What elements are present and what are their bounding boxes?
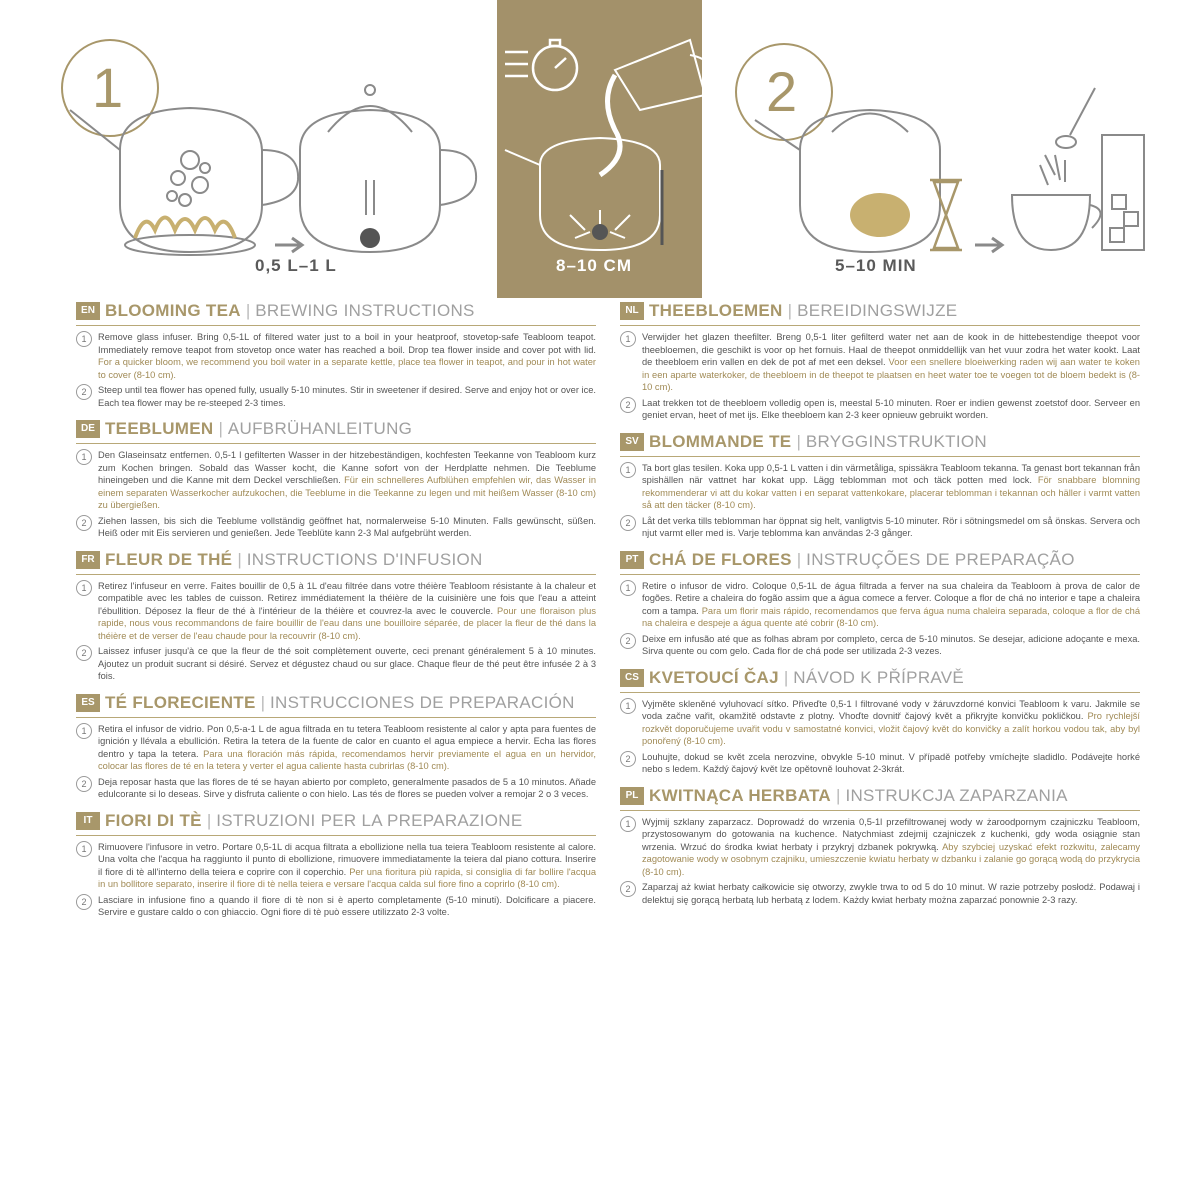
step-number: 2 [620, 751, 636, 767]
section-subtitle: INSTRUÇÕES DE PREPARAÇÃO [806, 549, 1075, 569]
teapot-with-lid-icon [300, 85, 476, 252]
step-tip: Para um florir mais rápido, recomendamos que ferva água numa chaleira separada, coloque a flor de chá na chaleira e despeje a água quente até cobrir (8-10 cm). [642, 605, 1140, 628]
instructions-right-column [620, 300, 1140, 915]
section-es [76, 692, 596, 801]
step-text: Zaparzaj aż kwiat herbaty całkowicie się otworzy, zwykle trwa to od 5 do 10 minut. W razie potrzeby posłodź. Podawaj i delektuj się gorącą herbatą lub herbatą z lodem. Każdy kwiat herbaty można zaparzać ponownie 2-3 razy. [642, 882, 1140, 905]
section-subtitle: BRYGGINSTRUKTION [805, 431, 987, 451]
section-subtitle: INSTRUCCIONES DE PREPARACIÓN [270, 692, 575, 712]
language-badge: SV [620, 433, 644, 451]
divider: | [836, 785, 841, 805]
step-tip: Per una fioritura più rapida, si consiglia di far bollire l'acqua in un bollitore separato, inserire il fiore di tè nella teiera e versare l'acqua calda sul fiore fino a coprirlo (8-10 cm). [98, 866, 597, 889]
step-tip: För snabbare blomning rekommenderar vi att du kokar vatten i en separat vattenkokare, placerar teblomman i tekannan och häller i varmt vatten så att den täcker (8-10 cm). [642, 475, 1140, 510]
step-text: Rimuovere l'infusore in vetro. Portare 0,5-1L di acqua filtrata a ebollizione nella tua teiera Teabloom resistente al calore. Una volta che l'acqua ha raggiunto il punto di ebollizione, rimuovere immediatamente la teiera dal piano cottura. Inserire il fiore di tè all'interno della teiera e coprire con il coperchio. [98, 841, 596, 877]
arrow-icon-2 [975, 238, 1002, 252]
caption-volume: 0,5 L–1 L [255, 256, 337, 275]
step-number: 2 [620, 633, 636, 649]
hourglass-icon [930, 180, 962, 250]
divider: | [218, 419, 223, 438]
teacup-icon [1012, 195, 1101, 250]
section-title: BLOOMING TEA [105, 301, 241, 320]
step-1 [76, 723, 596, 773]
section-en [76, 300, 596, 409]
language-badge: EN [76, 302, 100, 320]
step-text: Remove glass infuser. Bring 0,5-1L of filtered water just to a boil in your heatproof, stovetop-safe Teabloom teapot. Immediately remove teapot from stovetop once water has reached a boil. Drop tea flower inside and cover pot with lid. [98, 332, 596, 355]
brewing-steps-illustration [0, 0, 1200, 298]
step-number: 1 [620, 462, 636, 478]
section-title: KVETOUCÍ ČAJ [649, 667, 779, 687]
step-text: Verwijder het glazen theefilter. Breng 0,5-1 liter gefilterd water net aan de kook in de hittebestendige theepot voor theebloemen, die geschikt is voor op het fornuis. Haal de theepot onmiddellijk van het vuur zodra het water kookt. Laat de theebloem erin vallen en dek de pot af met een deksel. [642, 332, 1140, 367]
language-badge: CS [620, 669, 644, 687]
center-panel [497, 0, 702, 298]
section-subtitle: INSTRUCTIONS D'INFUSION [246, 549, 483, 569]
step-number: 2 [620, 397, 636, 413]
iced-glass-icon [1102, 135, 1144, 250]
step-1 [620, 816, 1140, 879]
step-tip: Für ein schnelleres Aufblühen empfehlen wir, das Wasser in einem separaten Wasserkocher aufzukochen, die Teeblume in die Teekanne zu legen und mit heißem Wasser (8-10 cm) zu übergießen. [98, 475, 597, 510]
step-2 [76, 515, 596, 540]
step-1 [76, 331, 596, 381]
section-subtitle: NÁVOD K PŘÍPRAVĚ [793, 667, 965, 687]
step-text: Vyjměte skleněné vyluhovací sítko. Přiveďte 0,5-1 l filtrované vody v žáruvzdorné konvici Teabloom k varu. Jakmile se voda začne vařit, okamžitě odstavte z plotny. Vhoďte dovnitř čajový květ a přikryjte konvičku pokličkou. [642, 698, 1140, 721]
arrow-icon [275, 238, 302, 252]
divider: | [787, 301, 793, 320]
section-header [76, 418, 596, 444]
step-1 [620, 698, 1140, 748]
step-number: 2 [76, 776, 92, 792]
step-1 [76, 841, 596, 891]
step-text: Wyjmij szklany zaparzacz. Doprowadź do wrzenia 0,5-1l przefiltrowanej wody w żaroodpornym czajniczku Teabloom, przystosowanym do gotowania na kuchence. Natychmiast zdejmij czajniczek z kuchenki, gdy woda osiągnie stan wrzenia. Wrzuć do środka kwiat herbaty i przykryj dzbanek pokrywką. [642, 816, 1140, 852]
section-header [620, 300, 1140, 326]
step-number: 1 [620, 331, 636, 347]
step-2 [620, 397, 1140, 422]
section-header [76, 300, 596, 326]
section-cs [620, 667, 1140, 776]
section-pl [620, 785, 1140, 907]
step-number: 1 [76, 723, 92, 739]
step-number: 2 [76, 384, 92, 400]
step1-number-large: 1 [92, 56, 124, 119]
tea-ball-icon [360, 228, 380, 248]
step-number: 1 [620, 580, 636, 596]
section-it [76, 810, 596, 919]
step-text: Den Glaseinsatz entfernen. 0,5-1 l gefilterten Wasser in der hitzebeständigen, kochfesten Teekanne von Teabloom kurz zum Kochen bringen. Sobald das Wasser kocht, die Kanne sofort von der Herdplatte nehmen. Die Teeblume hineingeben und die Kanne mit dem Deckel verschließen. [98, 450, 596, 485]
section-title: FLEUR DE THÉ [105, 549, 233, 569]
step-text: Lasciare in infusione fino a quando il fiore di tè non si è aperto completamente (5-10 minuti). Dolcificare a piacere. Servire e gustare caldo o con ghiaccio. Ogni fiore di tè può essere utilizzato 2-3 volte. [98, 894, 596, 917]
language-badge: ES [76, 694, 100, 712]
step-2 [76, 894, 596, 919]
step-text: Låt det verka tills teblomman har öppnat sig helt, vanligtvis 5-10 minuter. Rör i sötningsmedel om så önskas. Servera och njut varmt eller med is. Varje teblomma kan användas 2-3 gånger. [642, 515, 1140, 538]
section-subtitle: BEREIDINGSWIJZE [797, 301, 958, 320]
step-tip: Aby szybciej uzyskać efekt rozkwitu, zalecamy zagotowanie wody w osobnym czajniku, umieszczenie kwiatu herbaty w dzbanku i zalanie go gorącą wodą do przykrycia (8-10 cm). [642, 841, 1141, 877]
step-tip: Voor een snellere bloeiwerking raden wij aan water te koken in een aparte waterkoker, de theebloem in de theepot te plaatsen en heet water toe te voegen tot de bloem bedekt is (8-10 cm). [642, 357, 1140, 392]
step-text: Steep until tea flower has opened fully, usually 5-10 minutes. Stir in sweetener if desired. Serve and enjoy hot or over ice. Each tea flower may be re-steeped 2-3 times. [98, 385, 597, 408]
section-subtitle: ISTRUZIONI PER LA PREPARAZIONE [216, 810, 523, 830]
section-sv [620, 431, 1140, 540]
step-tip: Pour une floraison plus rapide, nous vous recommandons de faire bouillir de l'eau dans une bouilloire séparée, de placer la fleur de thé dans la théière et de verser de l'eau chaude pour la recouvrir (8-10 cm). [98, 605, 596, 641]
teapot-bloomed-icon [755, 110, 940, 252]
spoon-sugar-icon [1040, 88, 1095, 185]
section-title: KWITNĄCA HERBATA [649, 785, 832, 805]
section-subtitle: BREWING INSTRUCTIONS [255, 301, 475, 320]
divider: | [783, 667, 789, 687]
section-nl [620, 300, 1140, 422]
step-text: Ta bort glas tesilen. Koka upp 0,5-1 L vatten i din värmetåliga, spissäkra Teabloom tekanna. Ta genast bort tekannan från spishällen när vattnet har kokat upp. Lägg teblomman mot och täck potten med lock. [642, 462, 1140, 485]
step-number: 1 [620, 816, 636, 832]
section-title: FIORI DI TÈ [105, 810, 202, 830]
step-text: Retire o infusor de vidro. Coloque 0,5-1L de água filtrada a ferver na sua chaleira da Teabloom à prova de calor de fogões. Retire a chaleira do fogão assim que a água comece a ferver. Coloque a flor de chá no interior e tape a chaleira com a tampa. [642, 580, 1140, 616]
instructions-left-column [76, 300, 596, 928]
language-badge: FR [76, 551, 100, 569]
section-subtitle: INSTRUKCJA ZAPARZANIA [845, 785, 1068, 805]
step-1 [620, 580, 1140, 630]
bloomed-flower-icon [850, 193, 910, 237]
step-text: Deja reposar hasta que las flores de té se hayan abierto por completo, generalmente pasados de 5 a 10 minutos. Añade edulcorante si lo deseas. Sirve y disfruta caliente o con hielo. Las tés de flores se pueden volver a remojar 2 o 3 veces. [98, 776, 596, 799]
step-1 [76, 580, 596, 643]
section-header [76, 810, 596, 836]
divider: | [260, 692, 266, 712]
step-2 [76, 384, 596, 409]
step-number: 2 [620, 881, 636, 897]
section-header [620, 431, 1140, 457]
step-text: Laissez infuser jusqu'à ce que la fleur de thé soit complètement ouverte, ceci prenant généralement 5 à 10 minutes. Ajoutez un produit sucrant si désiré. Servez et dégustez chaud ou sur glace. Chaque fleur de thé peut être infusée 2 à 3 fois. [98, 646, 596, 681]
teapot-on-burner-icon [70, 108, 298, 255]
section-header [620, 785, 1140, 811]
step-text: Laat trekken tot de theebloem volledig open is, meestal 5-10 minuten. Roer er indien gewenst zoetstof door. Serveer en geniet ervan, heet of met ijs. Elke theebloem kan 2-3 keer opnieuw gebruikt worden. [642, 397, 1140, 420]
section-title: CHÁ DE FLORES [649, 549, 792, 569]
caption-height: 8–10 CM [556, 256, 632, 275]
step-number: 1 [76, 449, 92, 465]
section-subtitle: AUFBRÜHANLEITUNG [227, 419, 413, 438]
step-number: 2 [620, 515, 636, 531]
step-number: 2 [76, 645, 92, 661]
language-badge: PT [620, 551, 644, 569]
section-header [620, 667, 1140, 693]
step-number: 1 [76, 841, 92, 857]
step-number: 2 [76, 515, 92, 531]
step-2 [620, 751, 1140, 776]
section-title: TÉ FLORECIENTE [105, 692, 256, 712]
step-tip: Pro rychlejší rozkvět doporučujeme uvařit vodu v samostatné konvici, vložit čajový květ do konvičky a zalít horkou vodou tak, aby byl ponořený (8-10 cm). [642, 711, 1141, 746]
step-number: 1 [76, 331, 92, 347]
step-text: Ziehen lassen, bis sich die Teeblume vollständig geöffnet hat, normalerweise 5-10 Minuten. Falls gewünscht, süßen. Heiß oder mit Eis servieren und genießen. Jede Teeblüte kann 2-3 Mal aufgebrüht werden. [98, 515, 596, 538]
language-badge: PL [620, 787, 644, 805]
language-badge: NL [620, 302, 644, 320]
step-2 [620, 633, 1140, 658]
divider: | [796, 431, 801, 451]
step-text: Louhujte, dokud se květ zcela nerozvine, obvykle 5-10 minut. V případě potřeby vmíchejte sladidlo. Podávejte horké nebo s ledem. Každý čajový květ lze opětovně louhovat 2-3krát. [642, 751, 1140, 774]
step-number: 1 [76, 580, 92, 596]
step-2 [76, 645, 596, 683]
step-1 [76, 449, 596, 512]
step-2 [620, 515, 1140, 540]
blooming-flower-icon [592, 224, 608, 240]
step2-number-large: 2 [766, 60, 798, 123]
step-text: Retira el infusor de vidrio. Pon 0,5-a-1 L de agua filtrada en tu tetera Teabloom resistente al calor y apta para fuentes de ignición y llévala a ebullición. Retira la tetera de la fuente de calor en cuanto el agua empiece a hervir. Echa las flores dentro y tapa la tetera. [98, 723, 596, 759]
step-1 [620, 331, 1140, 394]
step-2 [76, 776, 596, 801]
step-text: Deixe em infusão até que as folhas abram por completo, cerca de 5-10 minutos. Se desejar, adicione adoçante e mexa. Sirva quente ou com gelo. Cada flor de chá pode ser utilizada 2-3 vezes. [642, 633, 1140, 656]
step-number: 2 [76, 894, 92, 910]
section-header [76, 692, 596, 718]
section-title: THEEBLOEMEN [649, 301, 783, 320]
divider: | [237, 549, 242, 569]
divider: | [796, 549, 802, 569]
step-text: Retirez l'infuseur en verre. Faites bouillir de 0,5 à 1L d'eau filtrée dans votre théière Teabloom résistante à la chaleur et compatible avec les tables de cuisson. Retirez immédiatement la théière de la cuisinière une fois que l'eau a atteint l'ébullition. Déposez la fleur de thé à l'intérieur de la théière et couvrez-la avec le couvercle. [98, 580, 596, 616]
section-pt [620, 549, 1140, 658]
step-1 [620, 462, 1140, 512]
section-header [620, 549, 1140, 575]
section-title: BLOMMANDE TE [649, 431, 792, 451]
divider: | [245, 301, 251, 320]
step-number: 1 [620, 698, 636, 714]
language-badge: DE [76, 420, 100, 438]
section-de [76, 418, 596, 540]
language-badge: IT [76, 812, 100, 830]
step-tip: Para una floración más rápida, recomendamos hervir previamente el agua en un hervidor, colocar las flores de té en la tetera y verter el agua caliente hasta cubrirlas (8-10 cm). [98, 748, 597, 771]
step-2 [620, 881, 1140, 906]
section-header [76, 549, 596, 575]
illustration-strip [0, 0, 1200, 298]
section-title: TEEBLUMEN [105, 419, 214, 438]
section-fr [76, 549, 596, 683]
step-tip: For a quicker bloom, we recommend you boil water in a separate kettle, place tea flower in teapot, and pour in hot water to cover (8-10 cm). [98, 357, 596, 380]
divider: | [206, 810, 212, 830]
caption-time: 5–10 MIN [835, 256, 917, 275]
